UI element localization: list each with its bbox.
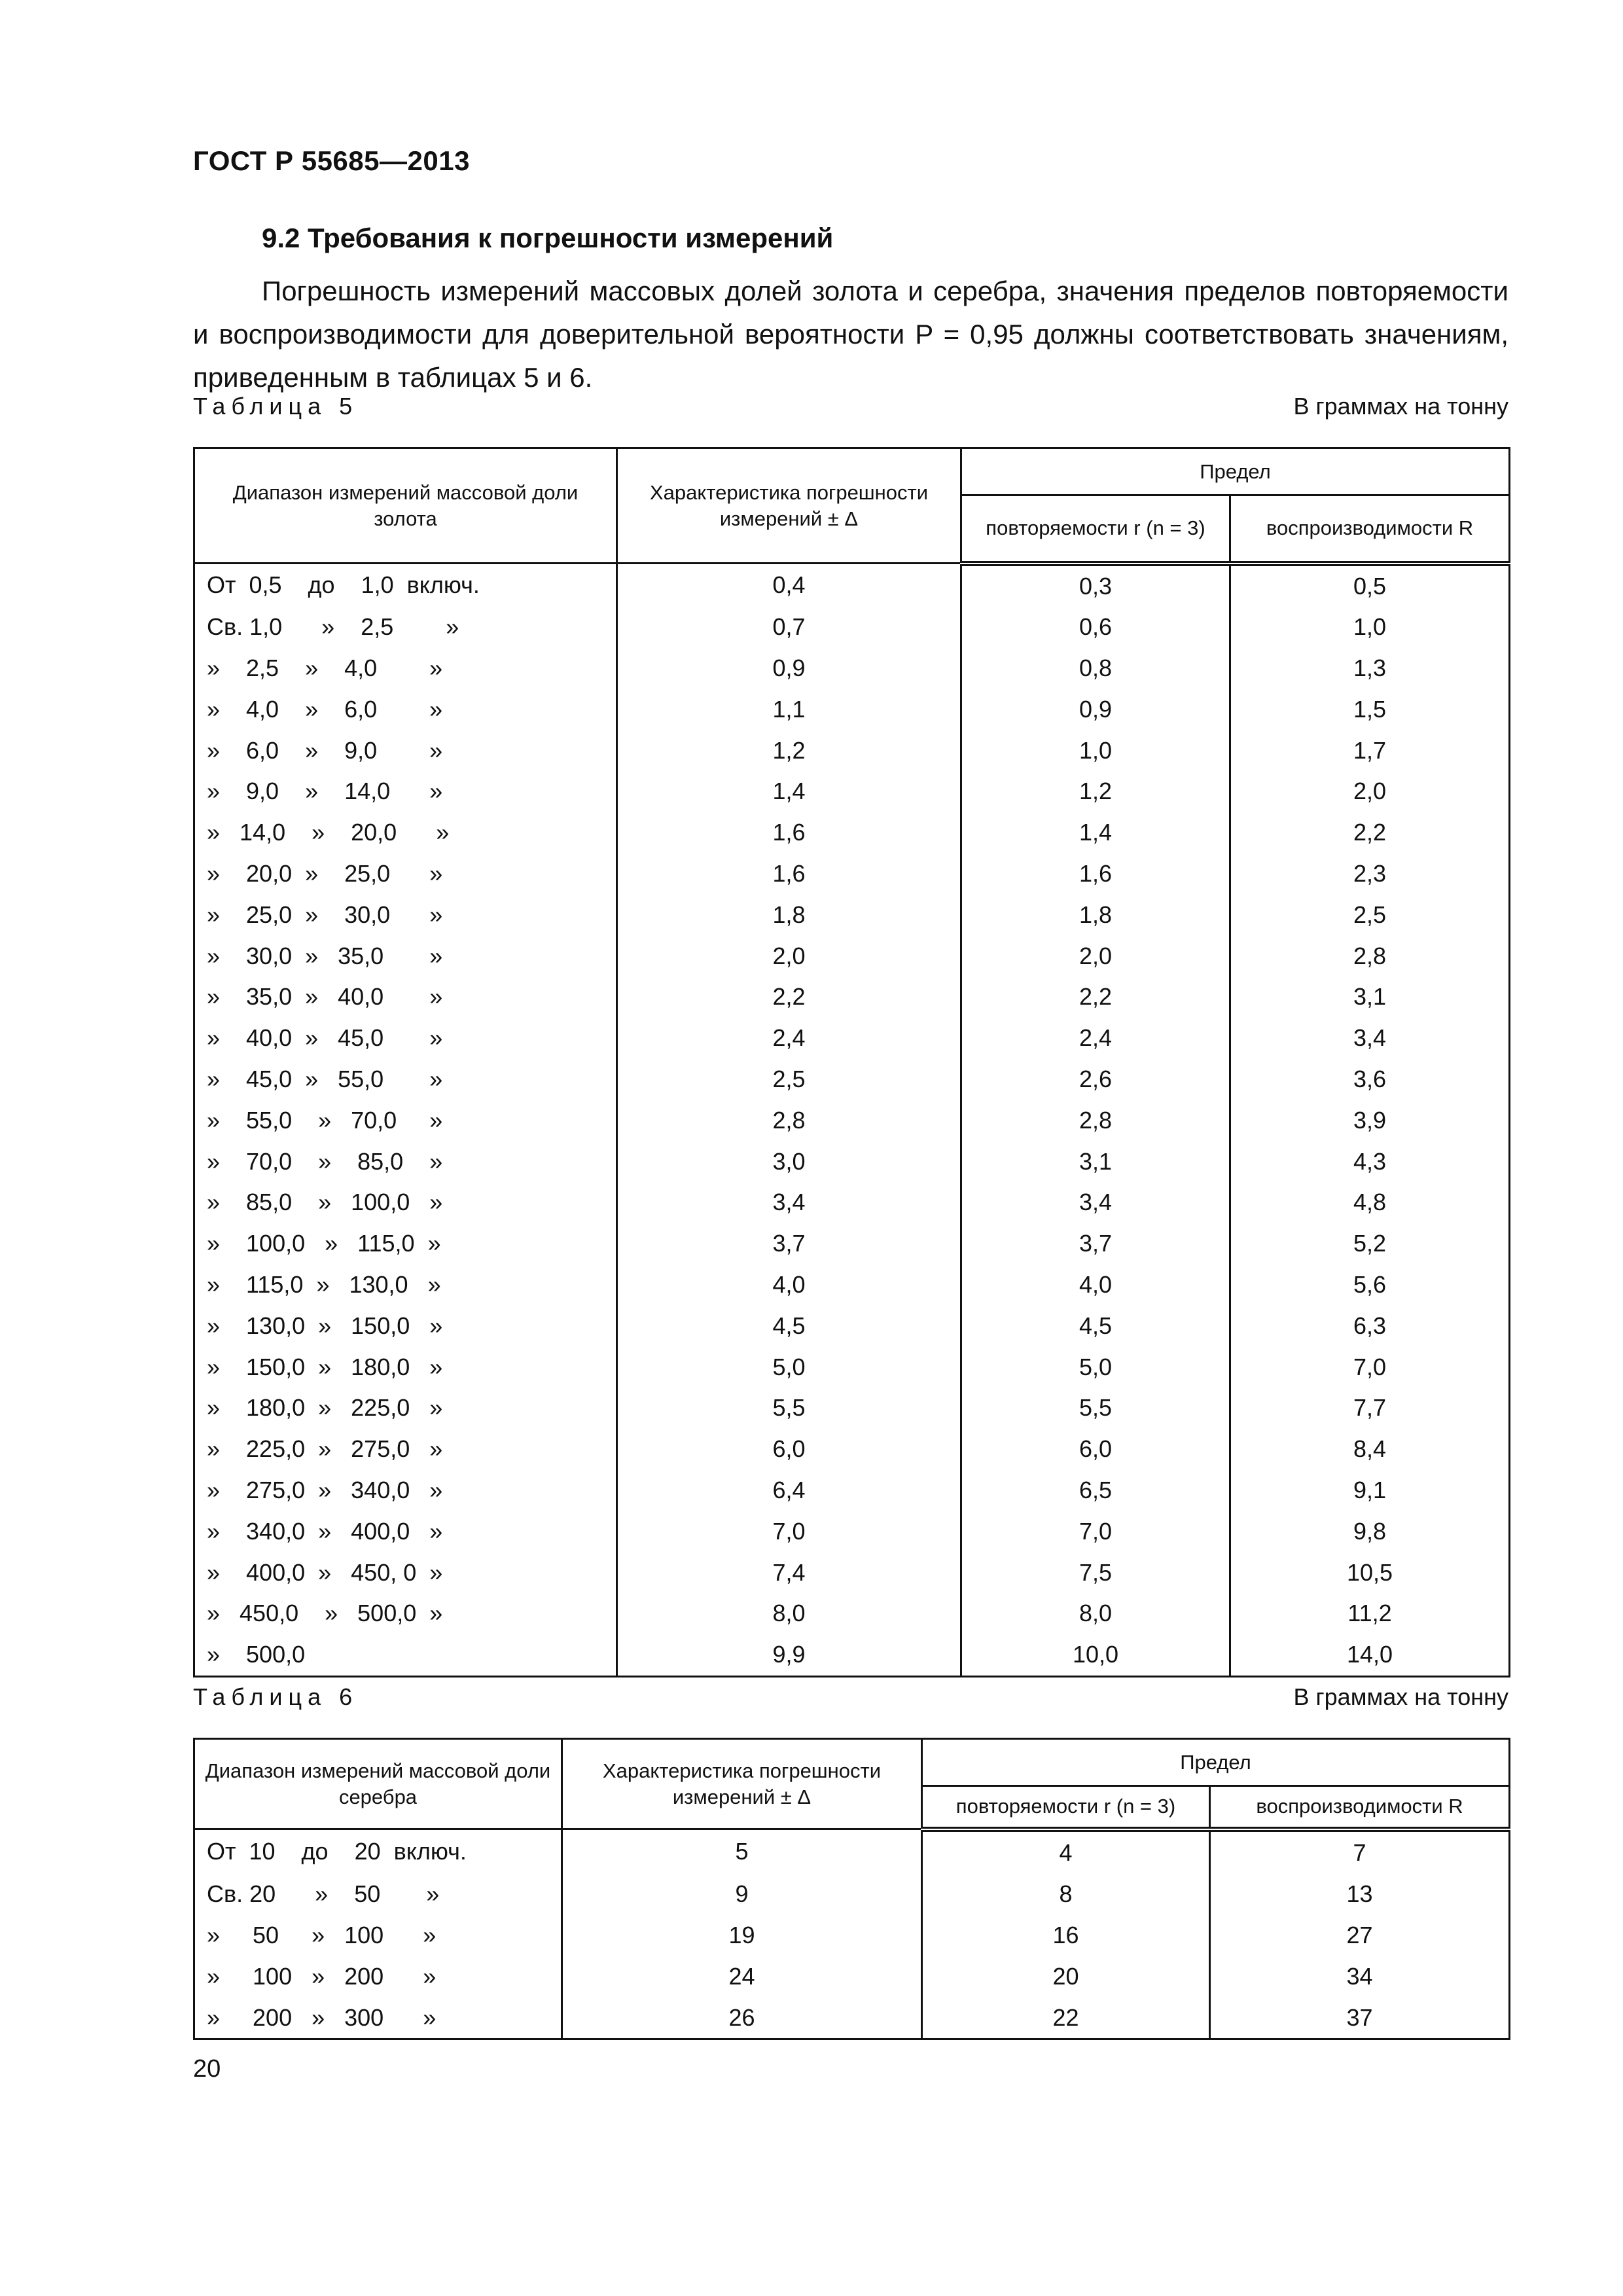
table5-header-error: Характеристика погрешности измерений ± Δ [617, 448, 961, 564]
range-cell: » 225,0 » 275,0 » [194, 1429, 617, 1470]
table-row [194, 1429, 1510, 1470]
page-number: 20 [193, 2055, 221, 2083]
error-cell: 6,0 [617, 1429, 961, 1470]
range-cell: » 30,0 » 35,0 » [194, 936, 617, 977]
range-cell: » 100 » 200 » [194, 1956, 562, 1997]
range-cell: » 20,0 » 25,0 » [194, 853, 617, 895]
table6 [193, 1738, 1510, 2040]
error-cell: 1,8 [617, 895, 961, 936]
error-cell: 1,1 [617, 689, 961, 730]
repeat-cell: 4,0 [961, 1265, 1230, 1306]
reprod-cell: 2,3 [1230, 853, 1510, 895]
range-cell: » 70,0 » 85,0 » [194, 1141, 617, 1183]
repeat-cell: 10,0 [961, 1634, 1230, 1676]
repeat-cell: 6,5 [961, 1470, 1230, 1511]
reprod-cell: 8,4 [1230, 1429, 1510, 1470]
range-cell: От 0,5 до 1,0 включ. [194, 564, 617, 607]
range-cell: » 9,0 » 14,0 » [194, 771, 617, 812]
table-row [194, 1829, 1510, 1873]
error-cell: 8,0 [617, 1593, 961, 1634]
error-cell: 2,4 [617, 1018, 961, 1059]
table-row [194, 895, 1510, 936]
repeat-cell: 0,3 [961, 564, 1230, 607]
document-header: ГОСТ Р 55685—2013 [193, 145, 470, 176]
error-cell: 24 [562, 1956, 922, 1997]
error-cell: 3,0 [617, 1141, 961, 1183]
reprod-cell: 2,8 [1230, 936, 1510, 977]
table5-header-limit: Предел [961, 448, 1510, 495]
error-cell: 3,4 [617, 1182, 961, 1223]
repeat-cell: 1,0 [961, 730, 1230, 772]
range-cell: Св. 1,0 » 2,5 » [194, 607, 617, 648]
reprod-cell: 27 [1210, 1914, 1510, 1956]
error-cell: 9 [562, 1873, 922, 1914]
reprod-cell: 9,8 [1230, 1511, 1510, 1552]
table-row [194, 853, 1510, 895]
table5-body [194, 564, 1510, 1677]
repeat-cell: 0,8 [961, 648, 1230, 689]
repeat-cell: 1,2 [961, 771, 1230, 812]
table6-header-range: Диапазон измерений массовой доли серебра [194, 1739, 562, 1829]
table5-header-reprod: воспроизводимости R [1230, 495, 1510, 564]
range-cell: » 340,0 » 400,0 » [194, 1511, 617, 1552]
table6-caption: Таблица 6 [193, 1683, 359, 1710]
section-title: 9.2 Требования к погрешности измерений [262, 223, 834, 253]
table-row [194, 812, 1510, 853]
error-cell: 26 [562, 1997, 922, 2039]
intro-paragraph-text: Погрешность измерений массовых долей золота и серебра, значения пределов повторяемости и воспроизводимости для доверительной вероятности P = 0,95 должны соответствовать значениям, приведенным в таблицах 5 и 6. [193, 276, 1508, 393]
error-cell: 1,2 [617, 730, 961, 772]
repeat-cell: 1,4 [961, 812, 1230, 853]
repeat-cell: 3,4 [961, 1182, 1230, 1223]
reprod-cell: 0,5 [1230, 564, 1510, 607]
repeat-cell: 2,0 [961, 936, 1230, 977]
table5-caption: Таблица 5 [193, 393, 359, 420]
repeat-cell: 3,7 [961, 1223, 1230, 1265]
error-cell: 9,9 [617, 1634, 961, 1676]
reprod-cell: 5,6 [1230, 1265, 1510, 1306]
table-row [194, 1388, 1510, 1429]
table-row [194, 648, 1510, 689]
table-row [194, 1956, 1510, 1997]
error-cell: 2,8 [617, 1100, 961, 1141]
table-row [194, 689, 1510, 730]
error-cell: 7,0 [617, 1511, 961, 1552]
reprod-cell: 34 [1210, 1956, 1510, 1997]
error-cell: 2,0 [617, 936, 961, 977]
error-cell: 2,5 [617, 1059, 961, 1100]
range-cell: » 115,0 » 130,0 » [194, 1265, 617, 1306]
reprod-cell: 3,1 [1230, 977, 1510, 1018]
table-row [194, 771, 1510, 812]
repeat-cell: 16 [922, 1914, 1210, 1956]
table-row [194, 1593, 1510, 1634]
reprod-cell: 4,3 [1230, 1141, 1510, 1183]
range-cell: » 400,0 » 450, 0 » [194, 1552, 617, 1594]
table5-header-range: Диапазон измерений массовой доли золота [194, 448, 617, 564]
table-row [194, 1873, 1510, 1914]
range-cell: » 85,0 » 100,0 » [194, 1182, 617, 1223]
reprod-cell: 3,6 [1230, 1059, 1510, 1100]
reprod-cell: 6,3 [1230, 1306, 1510, 1347]
table6-header-repeat: повторяемости r (n = 3) [922, 1786, 1210, 1829]
table-row [194, 1141, 1510, 1183]
reprod-cell: 5,2 [1230, 1223, 1510, 1265]
table-row [194, 1059, 1510, 1100]
reprod-cell: 1,3 [1230, 648, 1510, 689]
reprod-cell: 10,5 [1230, 1552, 1510, 1594]
range-cell: » 180,0 » 225,0 » [194, 1388, 617, 1429]
reprod-cell: 13 [1210, 1873, 1510, 1914]
reprod-cell: 4,8 [1230, 1182, 1510, 1223]
reprod-cell: 37 [1210, 1997, 1510, 2039]
range-cell: От 10 до 20 включ. [194, 1829, 562, 1873]
range-cell: » 500,0 [194, 1634, 617, 1676]
repeat-cell: 20 [922, 1956, 1210, 1997]
reprod-cell: 1,0 [1230, 607, 1510, 648]
table-row [194, 730, 1510, 772]
table5-units: В граммах на тонну [1293, 393, 1508, 420]
reprod-cell: 3,9 [1230, 1100, 1510, 1141]
repeat-cell: 5,0 [961, 1347, 1230, 1388]
range-cell: » 25,0 » 30,0 » [194, 895, 617, 936]
range-cell: » 55,0 » 70,0 » [194, 1100, 617, 1141]
table6-units: В граммах на тонну [1293, 1683, 1508, 1710]
table-row [194, 1552, 1510, 1594]
error-cell: 0,4 [617, 564, 961, 607]
range-cell: » 50 » 100 » [194, 1914, 562, 1956]
error-cell: 7,4 [617, 1552, 961, 1594]
range-cell: » 150,0 » 180,0 » [194, 1347, 617, 1388]
repeat-cell: 2,2 [961, 977, 1230, 1018]
error-cell: 1,4 [617, 771, 961, 812]
table-row [194, 607, 1510, 648]
repeat-cell: 5,5 [961, 1388, 1230, 1429]
range-cell: » 35,0 » 40,0 » [194, 977, 617, 1018]
table6-header-limit: Предел [922, 1739, 1510, 1786]
repeat-cell: 1,6 [961, 853, 1230, 895]
error-cell: 1,6 [617, 812, 961, 853]
table-row [194, 1306, 1510, 1347]
error-cell: 0,7 [617, 607, 961, 648]
table-row [194, 1634, 1510, 1676]
error-cell: 3,7 [617, 1223, 961, 1265]
reprod-cell: 14,0 [1230, 1634, 1510, 1676]
table-row [194, 1914, 1510, 1956]
range-cell: » 14,0 » 20,0 » [194, 812, 617, 853]
table6-body [194, 1829, 1510, 2039]
reprod-cell: 9,1 [1230, 1470, 1510, 1511]
error-cell: 0,9 [617, 648, 961, 689]
repeat-cell: 7,0 [961, 1511, 1230, 1552]
error-cell: 4,5 [617, 1306, 961, 1347]
error-cell: 6,4 [617, 1470, 961, 1511]
table-row [194, 1347, 1510, 1388]
reprod-cell: 3,4 [1230, 1018, 1510, 1059]
range-cell: » 275,0 » 340,0 » [194, 1470, 617, 1511]
table-row [194, 1265, 1510, 1306]
range-cell: » 130,0 » 150,0 » [194, 1306, 617, 1347]
table5-caption-row [193, 393, 1508, 428]
range-cell: » 2,5 » 4,0 » [194, 648, 617, 689]
range-cell: » 200 » 300 » [194, 1997, 562, 2039]
error-cell: 1,6 [617, 853, 961, 895]
range-cell: » 45,0 » 55,0 » [194, 1059, 617, 1100]
intro-paragraph [193, 270, 1508, 399]
range-cell: Св. 20 » 50 » [194, 1873, 562, 1914]
table-row [194, 1997, 1510, 2039]
error-cell: 5,0 [617, 1347, 961, 1388]
repeat-cell: 2,8 [961, 1100, 1230, 1141]
reprod-cell: 7,7 [1230, 1388, 1510, 1429]
repeat-cell: 7,5 [961, 1552, 1230, 1594]
repeat-cell: 22 [922, 1997, 1210, 2039]
table-row [194, 977, 1510, 1018]
repeat-cell: 1,8 [961, 895, 1230, 936]
table-row [194, 1182, 1510, 1223]
range-cell: » 6,0 » 9,0 » [194, 730, 617, 772]
range-cell: » 4,0 » 6,0 » [194, 689, 617, 730]
table6-header-error: Характеристика погрешности измерений ± Δ [562, 1739, 922, 1829]
table6-caption-row [193, 1683, 1508, 1719]
error-cell: 19 [562, 1914, 922, 1956]
table-row [194, 1470, 1510, 1511]
table-row [194, 564, 1510, 607]
table-row [194, 1100, 1510, 1141]
range-cell: » 40,0 » 45,0 » [194, 1018, 617, 1059]
repeat-cell: 0,9 [961, 689, 1230, 730]
table-row [194, 936, 1510, 977]
reprod-cell: 2,2 [1230, 812, 1510, 853]
repeat-cell: 3,1 [961, 1141, 1230, 1183]
repeat-cell: 2,6 [961, 1059, 1230, 1100]
repeat-cell: 6,0 [961, 1429, 1230, 1470]
reprod-cell: 7 [1210, 1829, 1510, 1873]
repeat-cell: 8 [922, 1873, 1210, 1914]
error-cell: 2,2 [617, 977, 961, 1018]
repeat-cell: 4,5 [961, 1306, 1230, 1347]
table5-header-repeat: повторяемости r (n = 3) [961, 495, 1230, 564]
repeat-cell: 4 [922, 1829, 1210, 1873]
reprod-cell: 1,7 [1230, 730, 1510, 772]
range-cell: » 100,0 » 115,0 » [194, 1223, 617, 1265]
repeat-cell: 0,6 [961, 607, 1230, 648]
range-cell: » 450,0 » 500,0 » [194, 1593, 617, 1634]
reprod-cell: 2,0 [1230, 771, 1510, 812]
reprod-cell: 11,2 [1230, 1593, 1510, 1634]
repeat-cell: 2,4 [961, 1018, 1230, 1059]
reprod-cell: 1,5 [1230, 689, 1510, 730]
error-cell: 4,0 [617, 1265, 961, 1306]
repeat-cell: 8,0 [961, 1593, 1230, 1634]
table6-header-reprod: воспроизводимости R [1210, 1786, 1510, 1829]
reprod-cell: 2,5 [1230, 895, 1510, 936]
table-row [194, 1223, 1510, 1265]
error-cell: 5,5 [617, 1388, 961, 1429]
table-row [194, 1018, 1510, 1059]
table-row [194, 1511, 1510, 1552]
reprod-cell: 7,0 [1230, 1347, 1510, 1388]
error-cell: 5 [562, 1829, 922, 1873]
table5 [193, 447, 1510, 1677]
